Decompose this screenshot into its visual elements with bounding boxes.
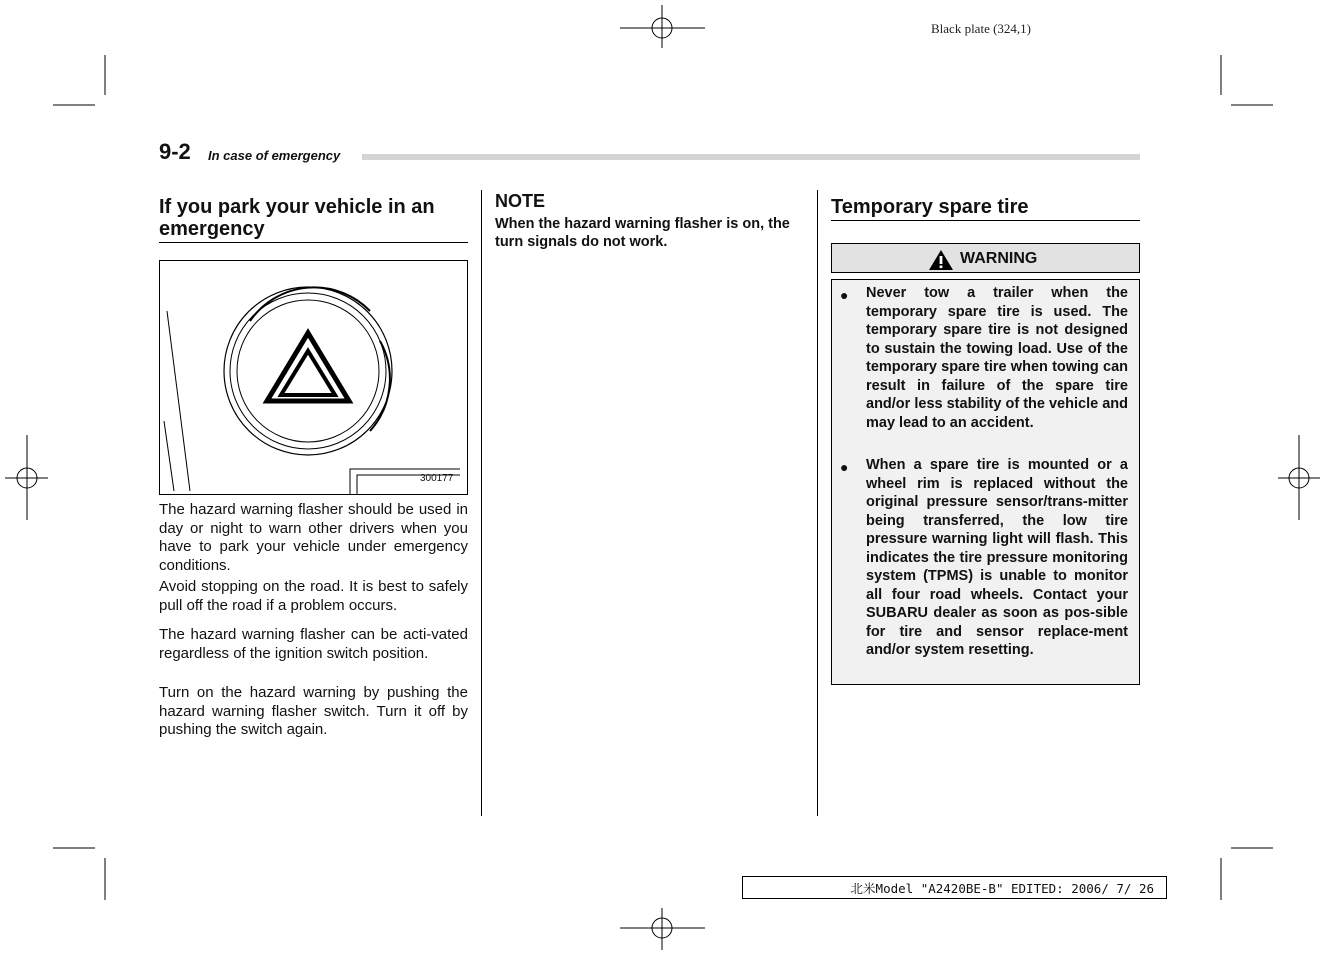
warning-item: Never tow a trailer when the temporary spare tire is used. The temporary spare tire is not designed to sustain the towing load. Use of the temporary spare tire when towing can result in failure of the spare tire and/or less stability of the vehicle and may lead to an accident. [866,285,1128,431]
paragraph: Turn on the hazard warning by pushing the hazard warning flasher switch. Turn it off by pushing the switch again. [159,684,468,738]
warning-box [831,279,1140,685]
paragraph: The hazard warning flasher should be used in day or night to warn other drivers when you have to park your vehicle under emergency conditions. [159,501,468,574]
figure-code: 300177 [420,473,454,484]
warning-header [831,243,1140,273]
hazard-switch-illustration [160,261,467,494]
section-title: In case of emergency [208,148,341,163]
paragraph: Avoid stopping on the road. It is best to safely pull off the road if a problem occurs. [159,578,468,614]
warning-triangle-icon [928,249,954,271]
footer-text: 北米Model "A2420BE-B" EDITED: 2006/ 7/ 26 [850,881,1154,896]
page-number: 9-2 [159,139,191,164]
header-bar [362,154,1140,160]
bullet-icon: ● [840,287,849,303]
warning-item: When a spare tire is mounted or a wheel rim is replaced without the original pressure sensor/trans-mitter being transferred, the low tire pressure warning light will flash. This indicates the tire pressure monitoring system (TPMS) is unable to monitor all four road wheels. Contact your SUBARU dealer as soon as pos-sible for tire and sensor replace-ment and/or system resetting. [866,457,1128,658]
note-title: NOTE [495,191,546,211]
column-divider [481,190,482,816]
hazard-switch-figure [159,260,468,495]
bullet-icon: ● [840,459,849,475]
left-heading: If you park your vehicle in an emergency [159,196,435,240]
heading-underline [159,242,468,243]
column-divider [817,190,818,816]
paragraph: The hazard warning flasher can be acti-vated regardless of the ignition switch position. [159,626,468,662]
footer-box [742,876,1167,899]
note-text: When the hazard warning flasher is on, the turn signals do not work. [495,216,790,250]
heading-underline [831,220,1140,221]
plate-label: Black plate (324,1) [931,21,1031,36]
right-heading: Temporary spare tire [831,196,1029,218]
warning-label: WARNING [960,250,1038,267]
